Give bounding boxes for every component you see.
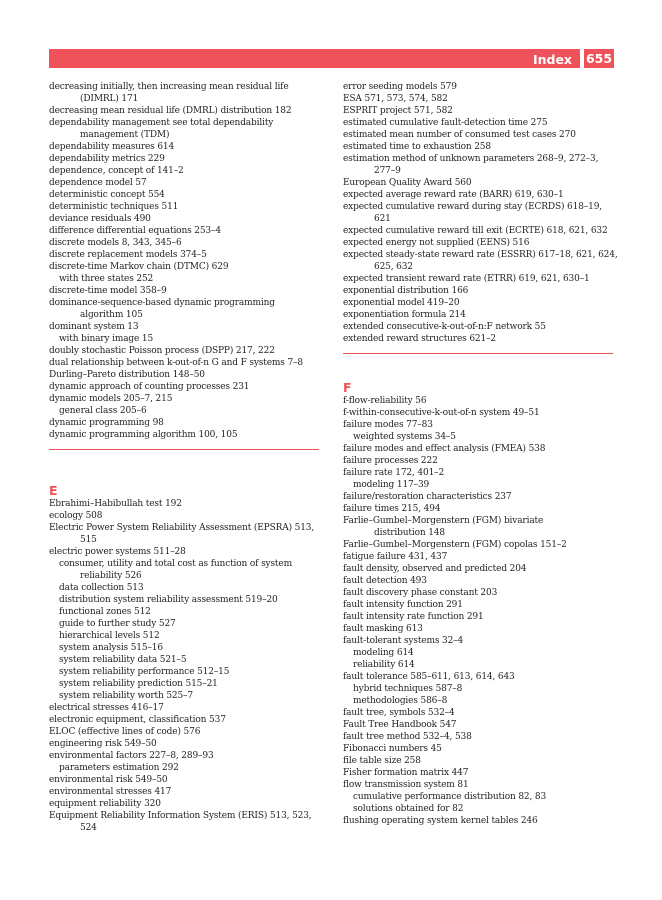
index-entry: discrete models 8, 343, 345–6 [49,238,182,248]
index-entry: deviance residuals 490 [49,214,151,224]
index-entry: Fibonacci numbers 45 [343,744,442,754]
index-entry: dynamic programming algorithm 100, 105 [49,430,238,440]
index-entry: failure/restoration characteristics 237 [343,492,512,502]
index-entry: fault tree method 532–4, 538 [343,732,472,742]
index-entry: f-within-consecutive-k-out-of-n system 49–51 [343,408,540,418]
index-entry: Fault Tree Handbook 547 [343,720,457,730]
index-list-e-continued [343,81,618,345]
index-entry: parameters estimation 292 [59,763,179,773]
index-entry: Farlie–Gumbel–Morgenstern (FGM) copolas 151–2 [343,540,567,550]
index-entry: exponential distribution 166 [343,286,469,296]
index-entry: failure rate 172, 401–2 [343,468,445,478]
index-list-f [343,395,613,827]
index-entry: error seeding models 579 [343,82,457,92]
index-entry: exponential model 419–20 [343,298,460,308]
section-divider [49,449,319,450]
index-entry: cumulative performance distribution 82, 83 [353,792,547,802]
index-entry: environmental risk 549–50 [49,775,168,785]
index-entry: file table size 258 [343,756,421,766]
index-entry: distribution 148 [374,528,445,538]
index-entry: dynamic models 205–7, 215 [49,394,173,404]
index-entry: electrical stresses 416–17 [49,703,164,713]
index-entry: consumer, utility and total cost as function of system [59,559,292,569]
index-entry: fault intensity function 291 [343,600,463,610]
index-entry: with binary image 15 [59,334,154,344]
index-entry: extended reward structures 621–2 [343,334,496,344]
index-entry: system reliability worth 525–7 [59,691,193,701]
index-entry: system reliability data 521–5 [59,655,187,665]
index-entry: electric power systems 511–28 [49,547,186,557]
index-entry: exponentiation formula 214 [343,310,466,320]
index-entry: flow transmission system 81 [343,780,469,790]
index-entry: solutions obtained for 82 [353,804,464,814]
section-letter-e: E [49,483,58,498]
index-entry: ESA 571, 573, 574, 582 [343,94,448,104]
index-header-title: Index [532,52,572,67]
index-entry: failure modes 77–83 [343,420,433,430]
index-entry: ecology 508 [49,511,103,521]
index-entry: fatigue failure 431, 437 [343,552,448,562]
index-entry: decreasing mean residual life (DMRL) distribution 182 [49,106,292,116]
index-entry: modeling 117–39 [353,480,430,490]
index-entry: guide to further study 527 [59,619,176,629]
index-entry: reliability 614 [353,660,415,670]
index-entry: functional zones 512 [59,607,151,617]
index-entry: dynamic approach of counting processes 231 [49,382,250,392]
index-entry: (DIMRL) 171 [80,94,139,104]
index-entry: Durling–Pareto distribution 148–50 [49,370,205,380]
index-entry: management (TDM) [80,130,170,140]
index-entry: 515 [80,535,97,545]
index-entry: expected cumulative reward till exit (ECRTE) 618, 621, 632 [343,226,608,236]
index-entry: dependability management see total dependability [49,118,274,128]
index-entry: equipment reliability 320 [49,799,161,809]
index-entry: system reliability performance 512–15 [59,667,230,677]
index-entry: fault density, observed and predicted 204 [343,564,527,574]
index-entry: failure modes and effect analysis (FMEA) 538 [343,444,546,454]
index-entry: algorithm 105 [80,310,143,320]
index-entry: fault tree, symbols 532–4 [343,708,455,718]
index-entry: expected steady-state reward rate (ESSRR) 617–18, 621, 624, [343,250,618,260]
index-entry: estimated cumulative fault-detection time 275 [343,118,548,128]
index-entry: expected energy not supplied (EENS) 516 [343,238,530,248]
index-entry: environmental factors 227–8, 289–93 [49,751,214,761]
index-entry: Farlie–Gumbel–Morgenstern (FGM) bivariate [343,516,544,526]
index-entry: estimated mean number of consumed test cases 270 [343,130,576,140]
index-entry: discrete replacement models 374–5 [49,250,207,260]
index-entry: deterministic concept 554 [49,190,165,200]
index-entry: European Quality Award 560 [343,178,472,188]
index-entry: methodologies 586–8 [353,696,448,706]
index-entry: modeling 614 [353,648,414,658]
index-entry: 524 [80,823,97,833]
index-entry: dual relationship between k-out-of-n G and F systems 7–8 [49,358,303,368]
index-entry: estimation method of unknown parameters 268–9, 272–3, [343,154,599,164]
index-entry: fault tolerance 585–611, 613, 614, 643 [343,672,515,682]
index-entry: reliability 526 [80,571,142,581]
index-entry: ESPRIT project 571, 582 [343,106,453,116]
index-entry: discrete-time Markov chain (DTMC) 629 [49,262,229,272]
index-entry: hybrid techniques 587–8 [353,684,463,694]
index-entry: flushing operating system kernel tables 246 [343,816,538,826]
index-entry: Ebrahimi–Habibullah test 192 [49,499,182,509]
index-entry: Electric Power System Reliability Assessment (EPSRA) 513, [49,523,315,533]
index-entry: system analysis 515–16 [59,643,163,653]
index-entry: failure processes 222 [343,456,438,466]
index-entry: doubly stochastic Poisson process (DSPP) 217, 222 [49,346,275,356]
index-entry: failure times 215, 494 [343,504,441,514]
index-entry: difference differential equations 253–4 [49,226,221,236]
index-list-d [49,81,319,441]
index-entry: weighted systems 34–5 [353,432,456,442]
index-entry: dynamic programming 98 [49,418,164,428]
index-entry: Fisher formation matrix 447 [343,768,469,778]
index-entry: with three states 252 [59,274,154,284]
index-entry: fault discovery phase constant 203 [343,588,498,598]
index-list-e [49,498,319,834]
index-entry: estimated time to exhaustion 258 [343,142,491,152]
index-entry: f-flow-reliability 56 [343,396,427,406]
index-entry: ELOC (effective lines of code) 576 [49,727,201,737]
index-entry: hierarchical levels 512 [59,631,160,641]
index-entry: expected average reward rate (BARR) 619, 630–1 [343,190,564,200]
index-entry: dominance-sequence-based dynamic programming [49,298,275,308]
section-divider [343,353,613,354]
index-entry: fault intensity rate function 291 [343,612,484,622]
page-number: 655 [585,51,613,66]
index-entry: data collection 513 [59,583,144,593]
index-entry: Equipment Reliability Information System (ERIS) 513, 523, [49,811,312,821]
index-entry: decreasing initially, then increasing mean residual life [49,82,289,92]
index-entry: 277–9 [374,166,401,176]
index-entry: expected transient reward rate (ETRR) 619, 621, 630–1 [343,274,590,284]
section-letter-f: F [343,380,352,395]
right-column [343,81,618,827]
index-entry: engineering risk 549–50 [49,739,157,749]
index-entry: dependability metrics 229 [49,154,165,164]
index-entry: extended consecutive-k-out-of-n:F network 55 [343,322,546,332]
index-entry: dependence, concept of 141–2 [49,166,184,176]
index-entry: dependability measures 614 [49,142,175,152]
index-entry: distribution system reliability assessment 519–20 [59,595,278,605]
index-entry: deterministic techniques 511 [49,202,179,212]
index-entry: fault masking 613 [343,624,423,634]
index-entry: fault-tolerant systems 32–4 [343,636,464,646]
index-entry: system reliability prediction 515–21 [59,679,218,689]
header-bar [49,49,580,68]
index-entry: discrete-time model 358–9 [49,286,167,296]
left-column [49,81,319,834]
index-entry: dependence model 57 [49,178,147,188]
index-entry: fault detection 493 [343,576,427,586]
index-entry: 621 [374,214,391,224]
index-entry: 625, 632 [374,262,413,272]
index-entry: expected cumulative reward during stay (ECRDS) 618–19, [343,202,602,212]
index-entry: environmental stresses 417 [49,787,172,797]
index-entry: dominant system 13 [49,322,139,332]
index-entry: electronic equipment, classification 537 [49,715,226,725]
index-entry: general class 205–6 [59,406,147,416]
